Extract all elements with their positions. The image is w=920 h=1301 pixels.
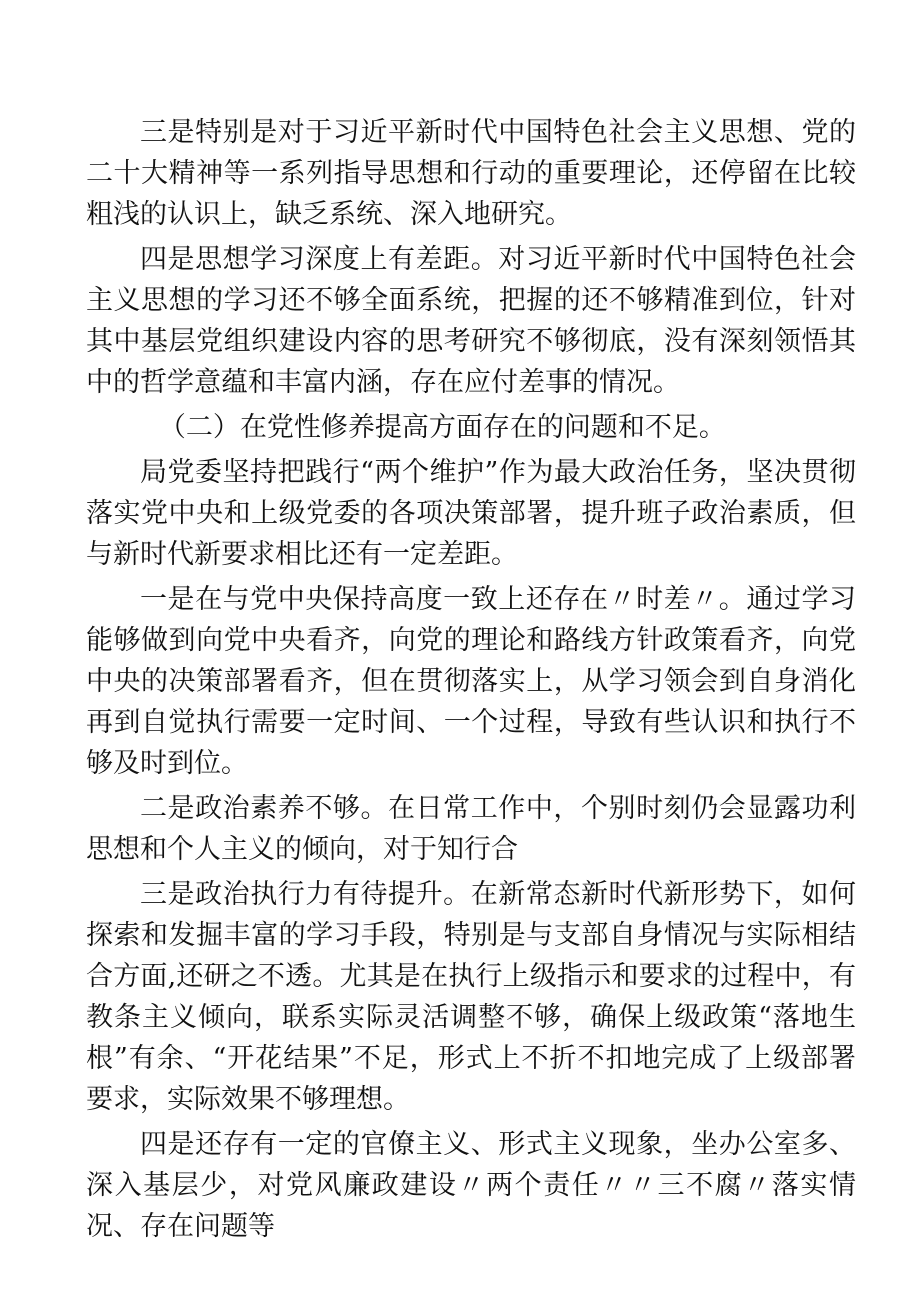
paragraph-1: 三是特别是对于习近平新时代中国特色社会主义思想、党的二十大精神等一系列指导思想和行动的重要理论，还停留在比较粗浅的认识上，缺乏系统、深入地研究。 [86, 117, 856, 230]
section-heading: （二）在党性修养提高方面存在的问题和不足。 [158, 412, 726, 443]
paragraph-2: 四是思想学习深度上有差距。对习近平新时代中国特色社会主义思想的学习还不够全面系统，把握的还不够精准到位，针对其中基层党组织建设内容的思考研究不够彻底，没有深刻领悟其中的哲学意蕴和丰富内涵，存在应付差事的情况。 [86, 244, 856, 398]
paragraph-6: 三是政治执行力有待提升。在新常态新时代新形势下，如何探索和发掘丰富的学习手段，特别是与支部自身情况与实际相结合方面,还研之不透。尤其是在执行上级指示和要求的过程中，有教条主义倾向，联系实际灵活调整不够，确保上级政策“落地生根”有余、“开花结果”不足，形式上不折不扣地完成了上级部署要求，实际效果不够理想。 [86, 879, 856, 1115]
paragraph-3: 局党委坚持把践行“两个维护”作为最大政治任务，坚决贯彻落实党中央和上级党委的各项决策部署，提升班子政治素质，但与新时代新要求相比还有一定差距。 [86, 457, 856, 570]
paragraph-4: 一是在与党中央保持高度一致上还存在〃时差〃。通过学习能够做到向党中央看齐，向党的理论和路线方针政策看齐，向党中央的决策部署看齐，但在贯彻落实上，从学习领会到自身消化再到自觉执行需要一定时间、一个过程，导致有些认识和执行不够及时到位。 [86, 584, 856, 779]
document-body [86, 112, 856, 1251]
paragraph-5: 二是政治素养不够。在日常工作中，个别时刻仍会显露功利思想和个人主义的倾向，对于知行合 [86, 793, 856, 865]
paragraph-7: 四是还存有一定的官僚主义、形式主义现象，坐办公室多、深入基层少，对党风廉政建设〃两个责任〃〃三不腐〃落实情况、存在问题等 [86, 1129, 856, 1242]
